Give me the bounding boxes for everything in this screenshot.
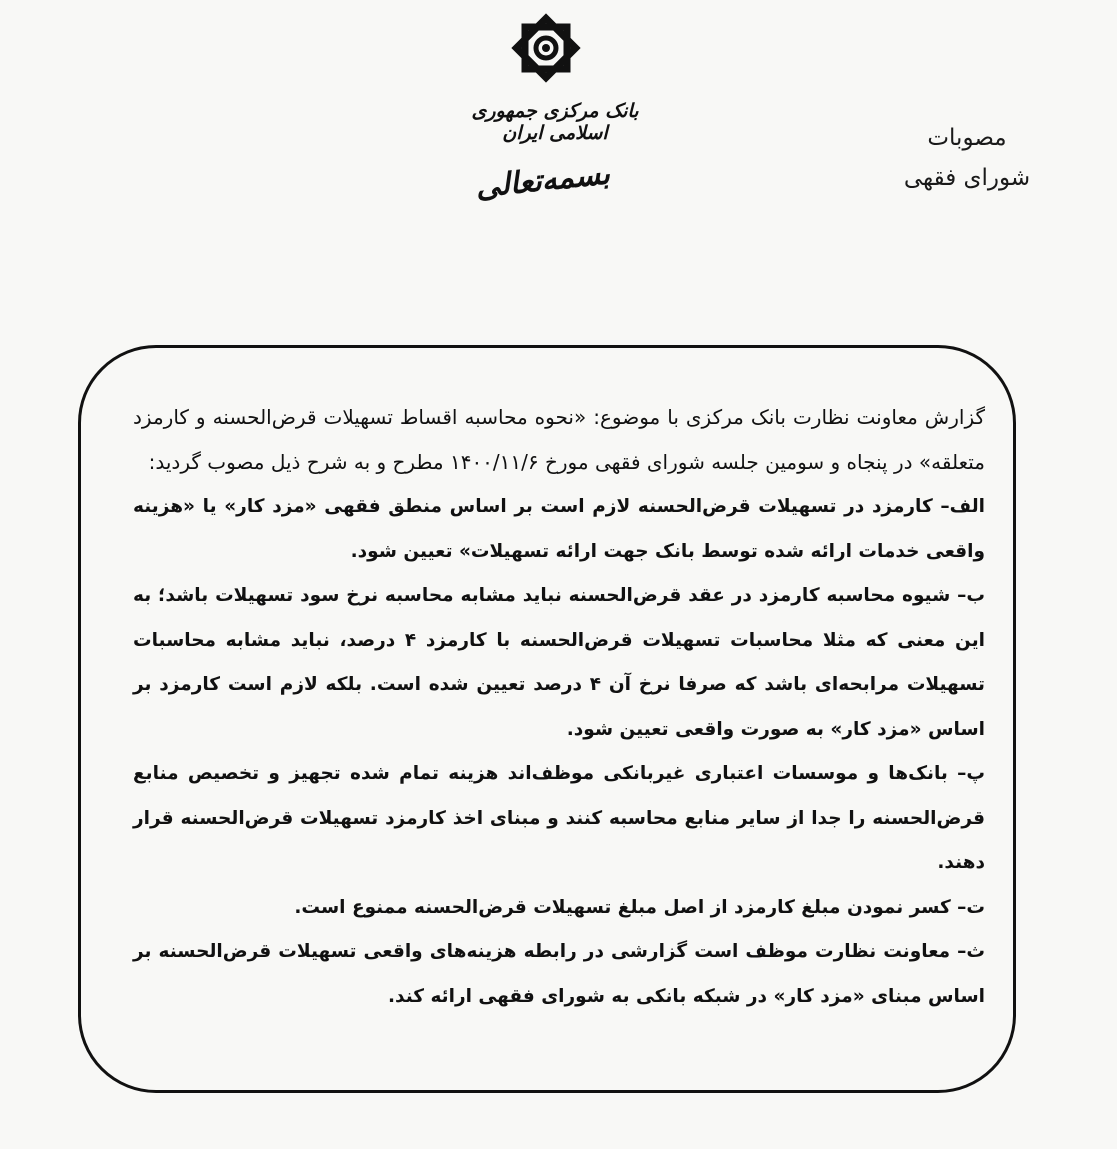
item-label: ب– <box>957 585 985 606</box>
resolution-item-alef <box>133 485 985 574</box>
item-label: ث– <box>957 941 985 962</box>
item-label: ت– <box>957 896 985 918</box>
council-title-line1: مصوبات <box>927 125 1007 151</box>
item-label: الف– <box>940 496 985 517</box>
item-label: پ– <box>957 763 985 784</box>
resolution-body <box>133 395 985 1019</box>
bank-name: بانک مرکزی جمهوری اسلامی ایران <box>471 100 639 144</box>
item-text: بانک‌ها و موسسات اعتباری غیربانکی موظف‌اند هزینه تمام شده تجهیز و تخصیص منابع قرض‌الحسنه را جدا از سایر منابع محاسبه کنند و مبنای اخذ کارمزد تسهیلات قرض‌الحسنه قرار دهند. <box>133 763 985 873</box>
basmala: بسمه‌تعالی <box>473 156 612 206</box>
item-text: شیوه محاسبه کارمزد در عقد قرض‌الحسنه نباید مشابه محاسبه نرخ سود تسهیلات باشد؛ به این معنی که مثلا محاسبات تسهیلات قرض‌الحسنه با کارمزد ۴ درصد، نباید مشابه محاسبات تسهیلات مرابحه‌ای باشد که صرفا نرخ آن ۴ درصد تعیین شده است. بلکه لازم است کارمزد بر اساس «مزد کار» به صورت واقعی تعیین شود. <box>133 585 985 740</box>
council-header <box>867 118 1067 198</box>
item-text: کارمزد در تسهیلات قرض‌الحسنه لازم است بر اساس منطق فقهی «مزد کار» یا «هزینه واقعی خدمات ارائه شده توسط بانک جهت ارائه تسهیلات» تعیین شود. <box>133 496 985 562</box>
item-text: معاونت نظارت موظف است گزارشی در رابطه هزینه‌های واقعی تسهیلات قرض‌الحسنه بر اساس مبنای «مزد کار» در شبکه بانکی به شورای فقهی ارائه کند. <box>133 941 985 1007</box>
resolution-item-se <box>133 930 985 1019</box>
central-bank-logo <box>511 12 581 84</box>
intro-paragraph: گزارش معاونت نظارت بانک مرکزی با موضوع: «نحوه محاسبه اقساط تسهیلات قرض‌الحسنه و کارمزد متعلقه» در پنجاه و سومین جلسه شورای فقهی مورخ ۱۴۰۰/۱۱/۶ مطرح و به شرح ذیل مصوب گردید: <box>133 405 985 474</box>
resolution-item-be <box>133 574 985 752</box>
item-text: کسر نمودن مبلغ کارمزد از اصل مبلغ تسهیلات قرض‌الحسنه ممنوع است. <box>294 896 958 918</box>
resolution-item-pe <box>133 752 985 886</box>
resolution-item-te <box>133 886 985 931</box>
council-title-line2: شورای فقهی <box>903 165 1031 191</box>
